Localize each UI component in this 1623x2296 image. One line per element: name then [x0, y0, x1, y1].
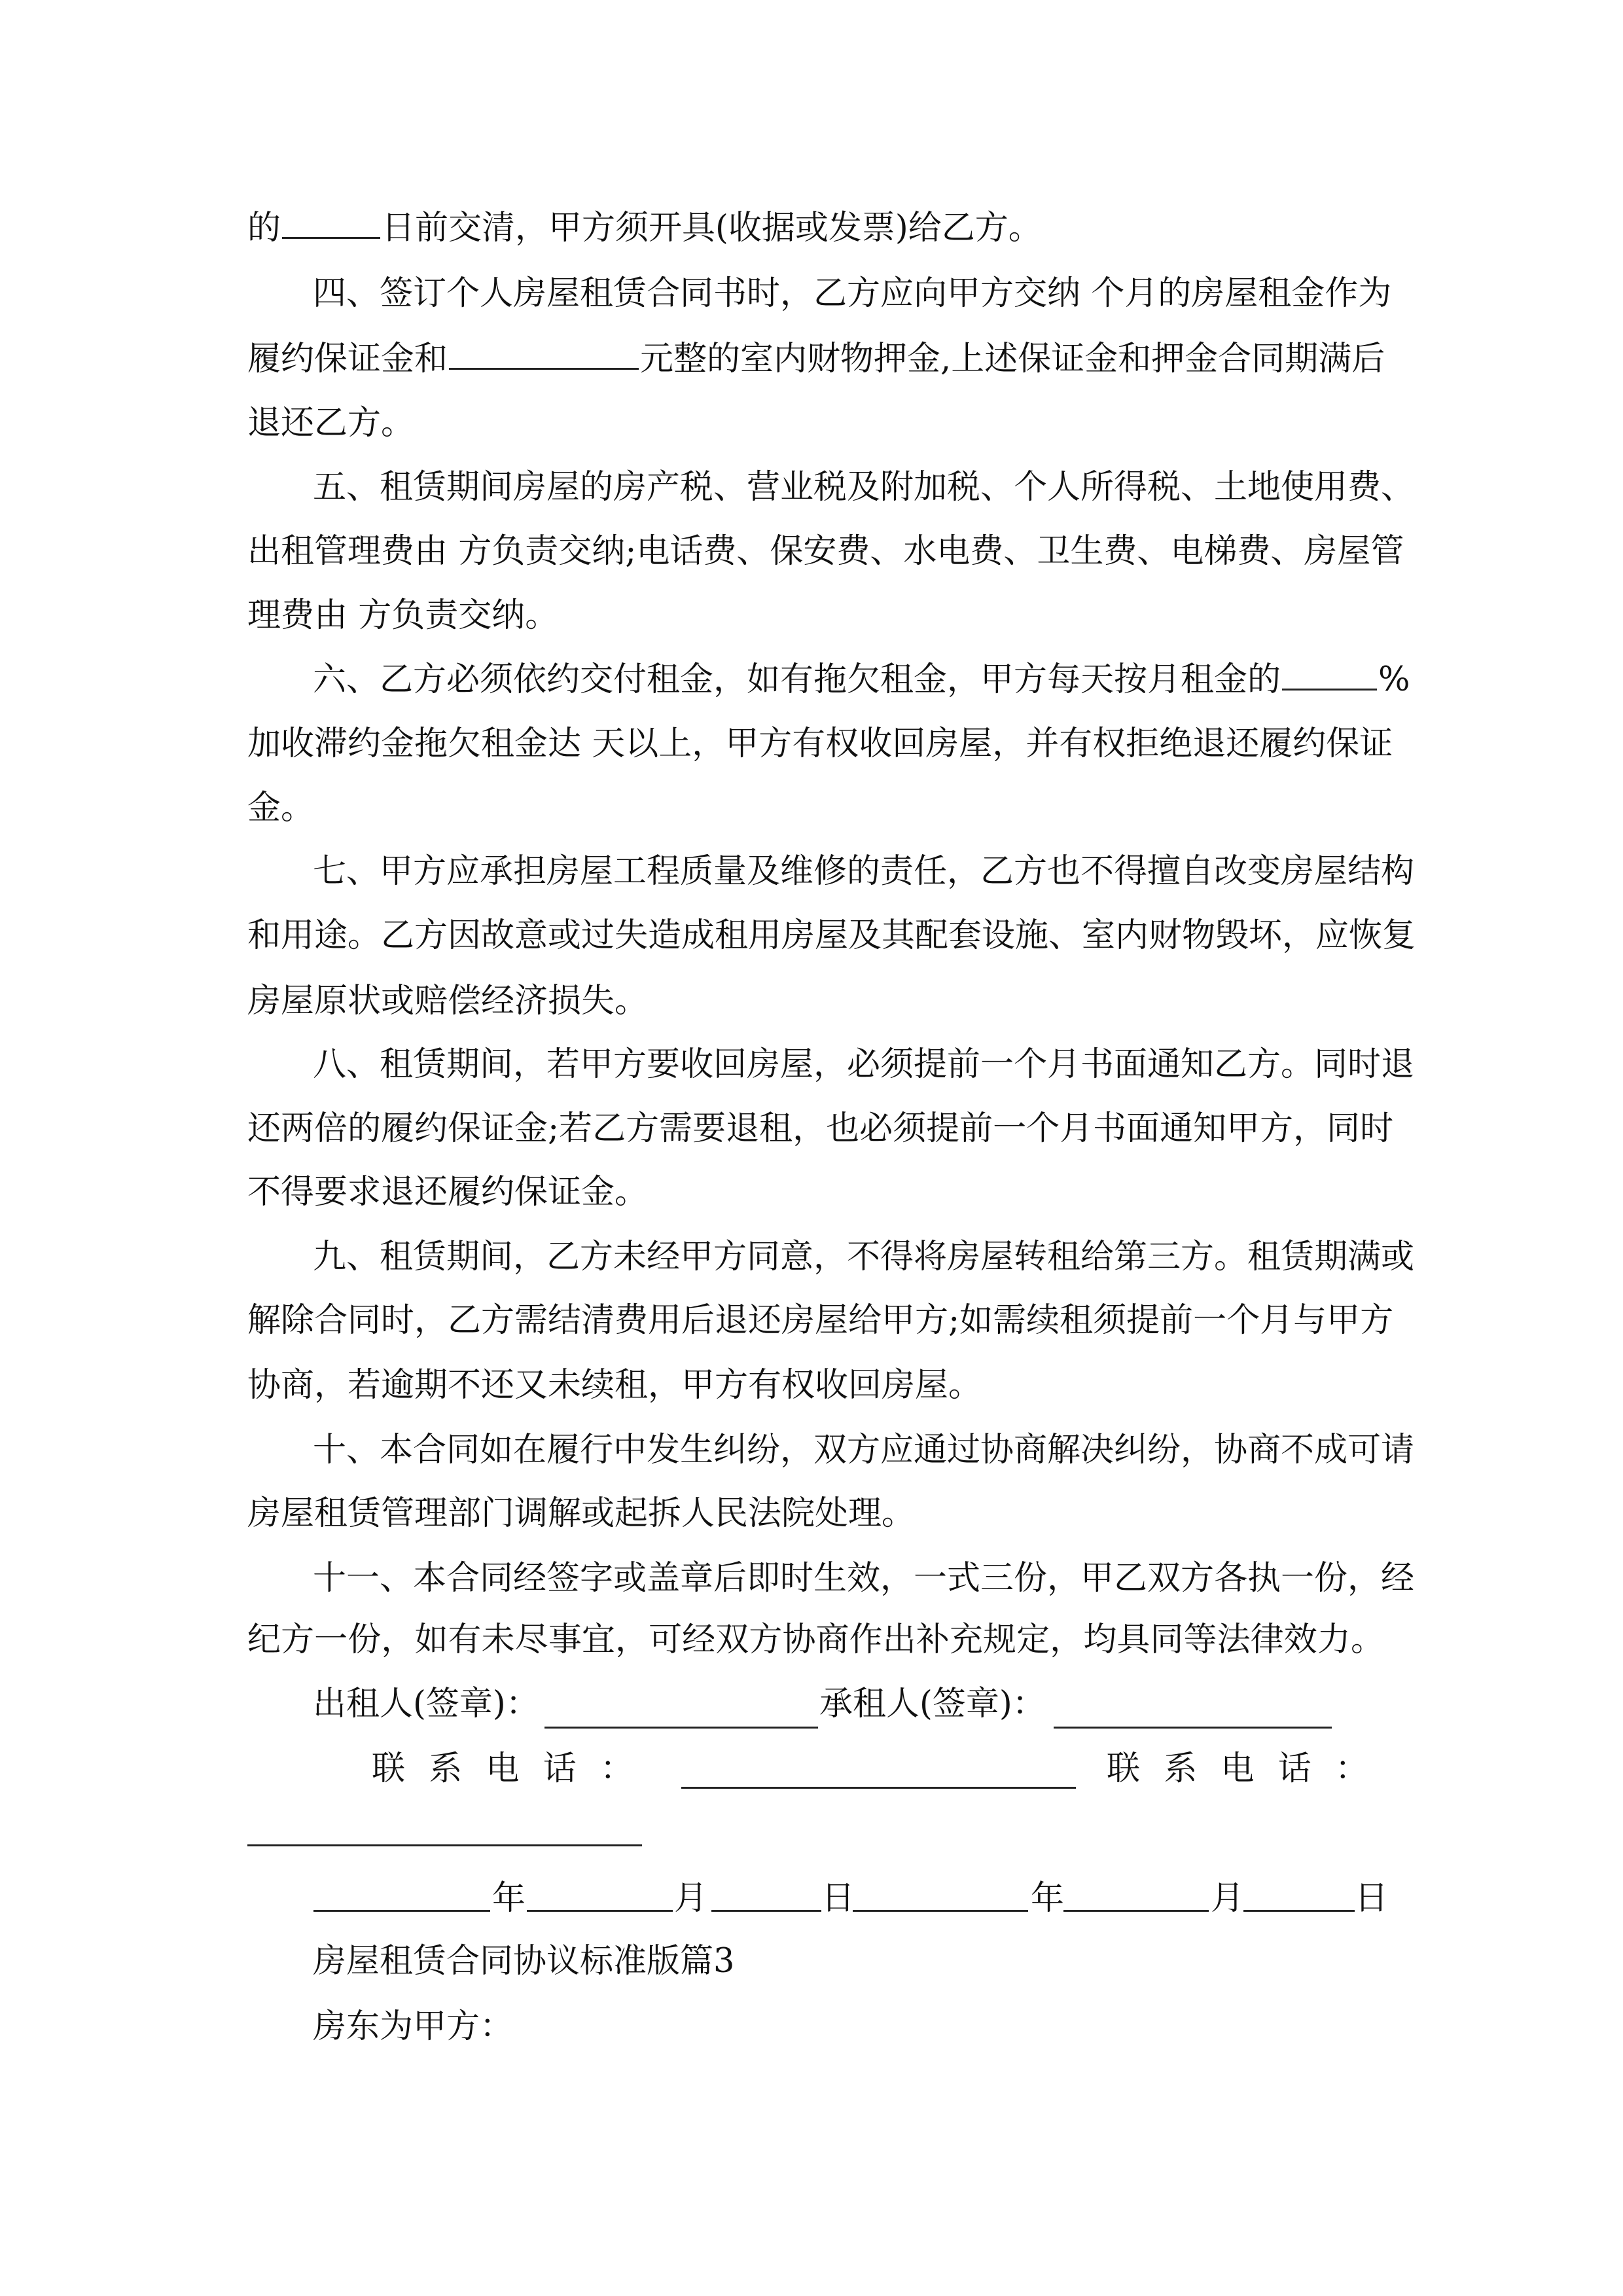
text: 元整的室内财物押金,上述保证金和押金合同期满后	[640, 340, 1385, 378]
phone-label-1: 联 系 电 话 ：	[372, 1749, 633, 1788]
text-line: 协商，若逾期不还又未续租，甲方有权收回房屋。	[247, 1366, 982, 1405]
blank-field	[449, 327, 639, 370]
text: 日前交清，甲方须开具(收据或发票)给乙方。	[382, 209, 1042, 247]
text-line: 和用途。乙方因故意或过失造成租用房屋及其配套设施、室内财物毁坏，应恢复	[247, 916, 1416, 955]
text: 六、乙方必须依约交付租金，如有拖欠租金，甲方每天按月租金的	[313, 660, 1281, 699]
text: 履约保证金和	[247, 340, 448, 378]
day-label: 日	[821, 1879, 855, 1918]
text-line: 出租管理费由 方负责交纳;电话费、保安费、水电费、卫生费、电梯费、房屋管	[247, 532, 1404, 571]
year-label: 年	[492, 1879, 526, 1918]
text-line: 不得要求退还履约保证金。	[247, 1173, 649, 1211]
text-line	[247, 196, 1042, 260]
text: %	[1378, 660, 1410, 699]
lessor-year-field[interactable]	[313, 1871, 490, 1912]
text-line: 房屋租赁管理部门调解或起拆人民法院处理。	[247, 1494, 916, 1533]
lessee-signature-field[interactable]	[1054, 1687, 1332, 1729]
lessor-label: 出租人(签章)：	[313, 1685, 539, 1723]
text-line: 解除合同时，乙方需结清费用后退还房屋给甲方;如需续租须提前一个月与甲方	[247, 1301, 1394, 1340]
text-line: 纪方一份，如有未尽事宜，可经双方协商作出补充规定，均具同等法律效力。	[247, 1621, 1384, 1659]
paragraph-8: 八、租赁期间，若甲方要收回房屋，必须提前一个月书面通知乙方。同时退	[313, 1045, 1415, 1084]
lessor-day-field[interactable]	[711, 1871, 821, 1912]
month-label: 月	[674, 1879, 708, 1918]
paragraph-10: 十、本合同如在履行中发生纠纷，双方应通过协商解决纠纷，协商不成可请	[313, 1431, 1415, 1469]
lessee-phone-field[interactable]	[247, 1805, 642, 1846]
blank-field	[282, 196, 380, 239]
lessor-month-field[interactable]	[527, 1871, 673, 1912]
day-label: 日	[1355, 1879, 1389, 1918]
month-label: 月	[1211, 1879, 1245, 1918]
lessee-month-field[interactable]	[1063, 1871, 1209, 1912]
paragraph-4: 四、签订个人房屋租赁合同书时，乙方应向甲方交纳 个月的房屋租金作为	[313, 274, 1392, 313]
lessee-year-field[interactable]	[853, 1871, 1028, 1912]
text: 的	[247, 209, 281, 247]
paragraph-7: 七、甲方应承担房屋工程质量及维修的责任，乙方也不得擅自改变房屋结构	[313, 852, 1415, 891]
text-line: 加收滞约金拖欠租金达 天以上，甲方有权收回房屋，并有权拒绝退还履约保证	[247, 725, 1393, 763]
text-line	[247, 327, 1384, 391]
text-line: 金。	[247, 789, 315, 827]
paragraph-9: 九、租赁期间，乙方未经甲方同意，不得将房屋转租给第三方。租赁期满或	[313, 1238, 1415, 1276]
text-line: 理费由 方负责交纳。	[247, 596, 559, 635]
lessor-phone-field[interactable]	[681, 1748, 1076, 1789]
paragraph-5: 五、租赁期间房屋的房产税、营业税及附加税、个人所得税、土地使用费、	[313, 468, 1415, 507]
phone-label-2: 联 系 电 话 ：	[1107, 1749, 1368, 1788]
landlord-line: 房东为甲方：	[313, 2007, 514, 2046]
text-line: 房屋原状或赔偿经济损失。	[247, 982, 649, 1020]
text-line: 还两倍的履约保证金;若乙方需要退租，也必须提前一个月书面通知甲方，同时	[247, 1109, 1394, 1148]
lessee-day-field[interactable]	[1243, 1871, 1355, 1912]
lessee-label: 承租人(签章)：	[819, 1685, 1046, 1723]
lessor-signature-field[interactable]	[544, 1687, 818, 1729]
section-title: 房屋租赁合同协议标准版篇3	[313, 1942, 735, 1981]
paragraph-6	[313, 648, 1410, 712]
text-line: 退还乙方。	[247, 404, 415, 442]
paragraph-11: 十一、本合同经签字或盖章后即时生效，一式三份，甲乙双方各执一份，经	[313, 1559, 1415, 1598]
year-label: 年	[1031, 1879, 1065, 1918]
blank-field	[1282, 648, 1377, 691]
